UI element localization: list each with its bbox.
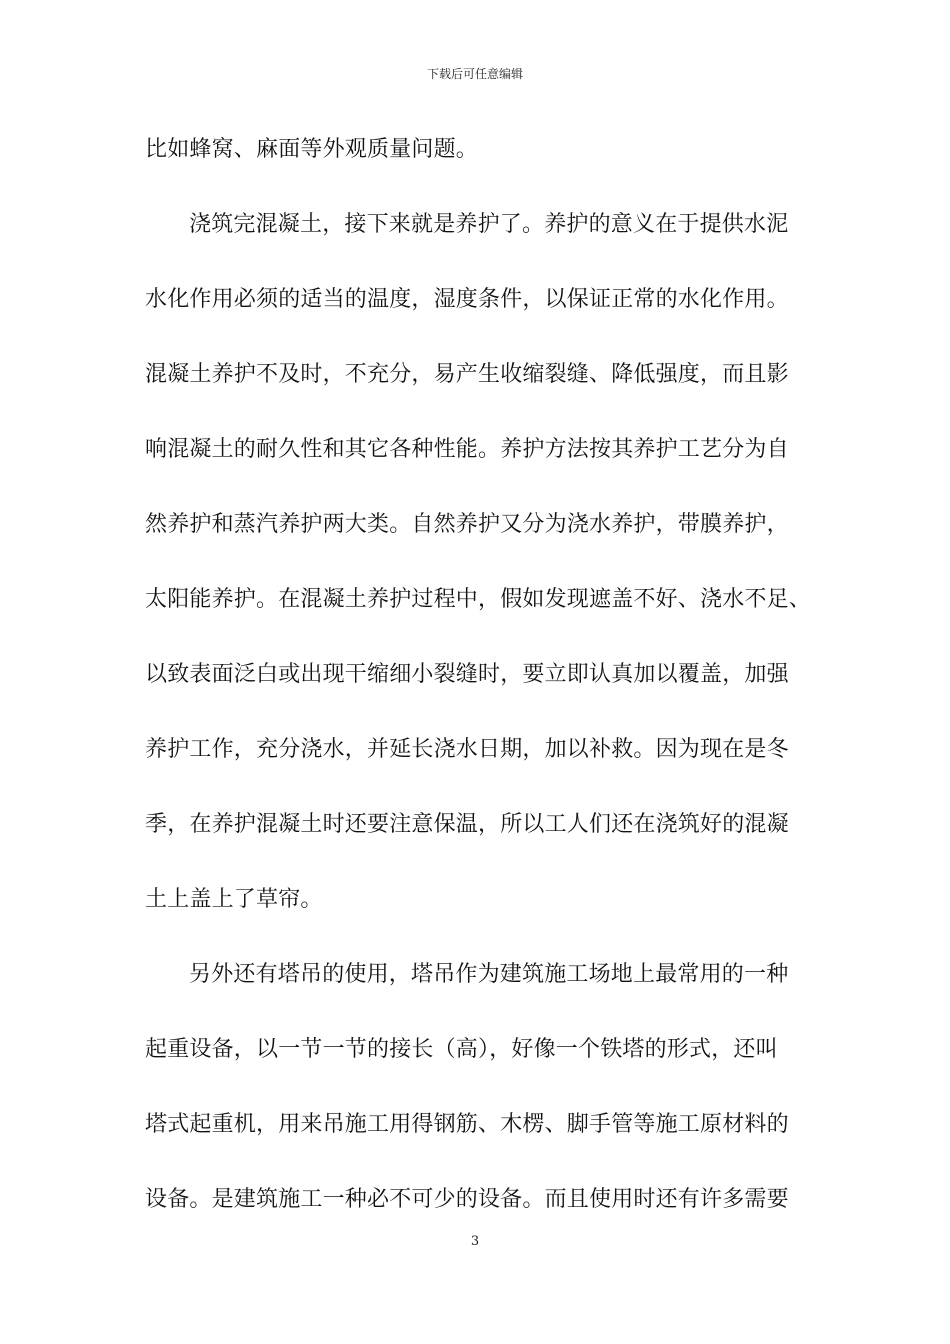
text-line: 塔式起重机，用来吊施工用得钢筋、木楞、脚手管等施工原材料的 (145, 1112, 789, 1137)
paragraph-start-line: 另外还有塔吊的使用，塔吊作为建筑施工场地上最常用的一种 (189, 962, 789, 987)
text-line: 响混凝土的耐久性和其它各种性能。养护方法按其养护工艺分为自 (145, 437, 789, 462)
text-line: 混凝土养护不及时，不充分，易产生收缩裂缝、降低强度，而且影 (145, 362, 789, 387)
text-line: 土上盖上了草帘。 (145, 887, 323, 912)
document-body (145, 128, 813, 1253)
text-line: 设备。是建筑施工一种必不可少的设备。而且使用时还有许多需要 (145, 1187, 789, 1212)
text-line: 起重设备，以一节一节的接长（高），好像一个铁塔的形式，还叫 (145, 1037, 778, 1062)
paragraph-start-line: 浇筑完混凝土，接下来就是养护了。养护的意义在于提供水泥 (189, 212, 789, 237)
page-header: 下载后可任意编辑 (426, 67, 523, 81)
text-line: 以致表面泛白或出现干缩细小裂缝时，要立即认真加以覆盖，加强 (145, 662, 789, 687)
text-line: 养护工作，充分浇水，并延长浇水日期，加以补救。因为现在是冬 (145, 737, 789, 762)
text-line: 比如蜂窝、麻面等外观质量问题。 (145, 137, 479, 162)
text-line: 太阳能养护。在混凝土养护过程中，假如发现遮盖不好、浇水不足、 (145, 587, 812, 612)
text-line: 季，在养护混凝土时还要注意保温，所以工人们还在浇筑好的混凝 (145, 812, 789, 837)
text-line: 然养护和蒸汽养护两大类。自然养护又分为浇水养护，带膜养护， (145, 512, 789, 537)
text-line: 水化作用必须的适当的温度，湿度条件，以保证正常的水化作用。 (145, 287, 789, 312)
page-number: 3 (470, 1234, 480, 1249)
